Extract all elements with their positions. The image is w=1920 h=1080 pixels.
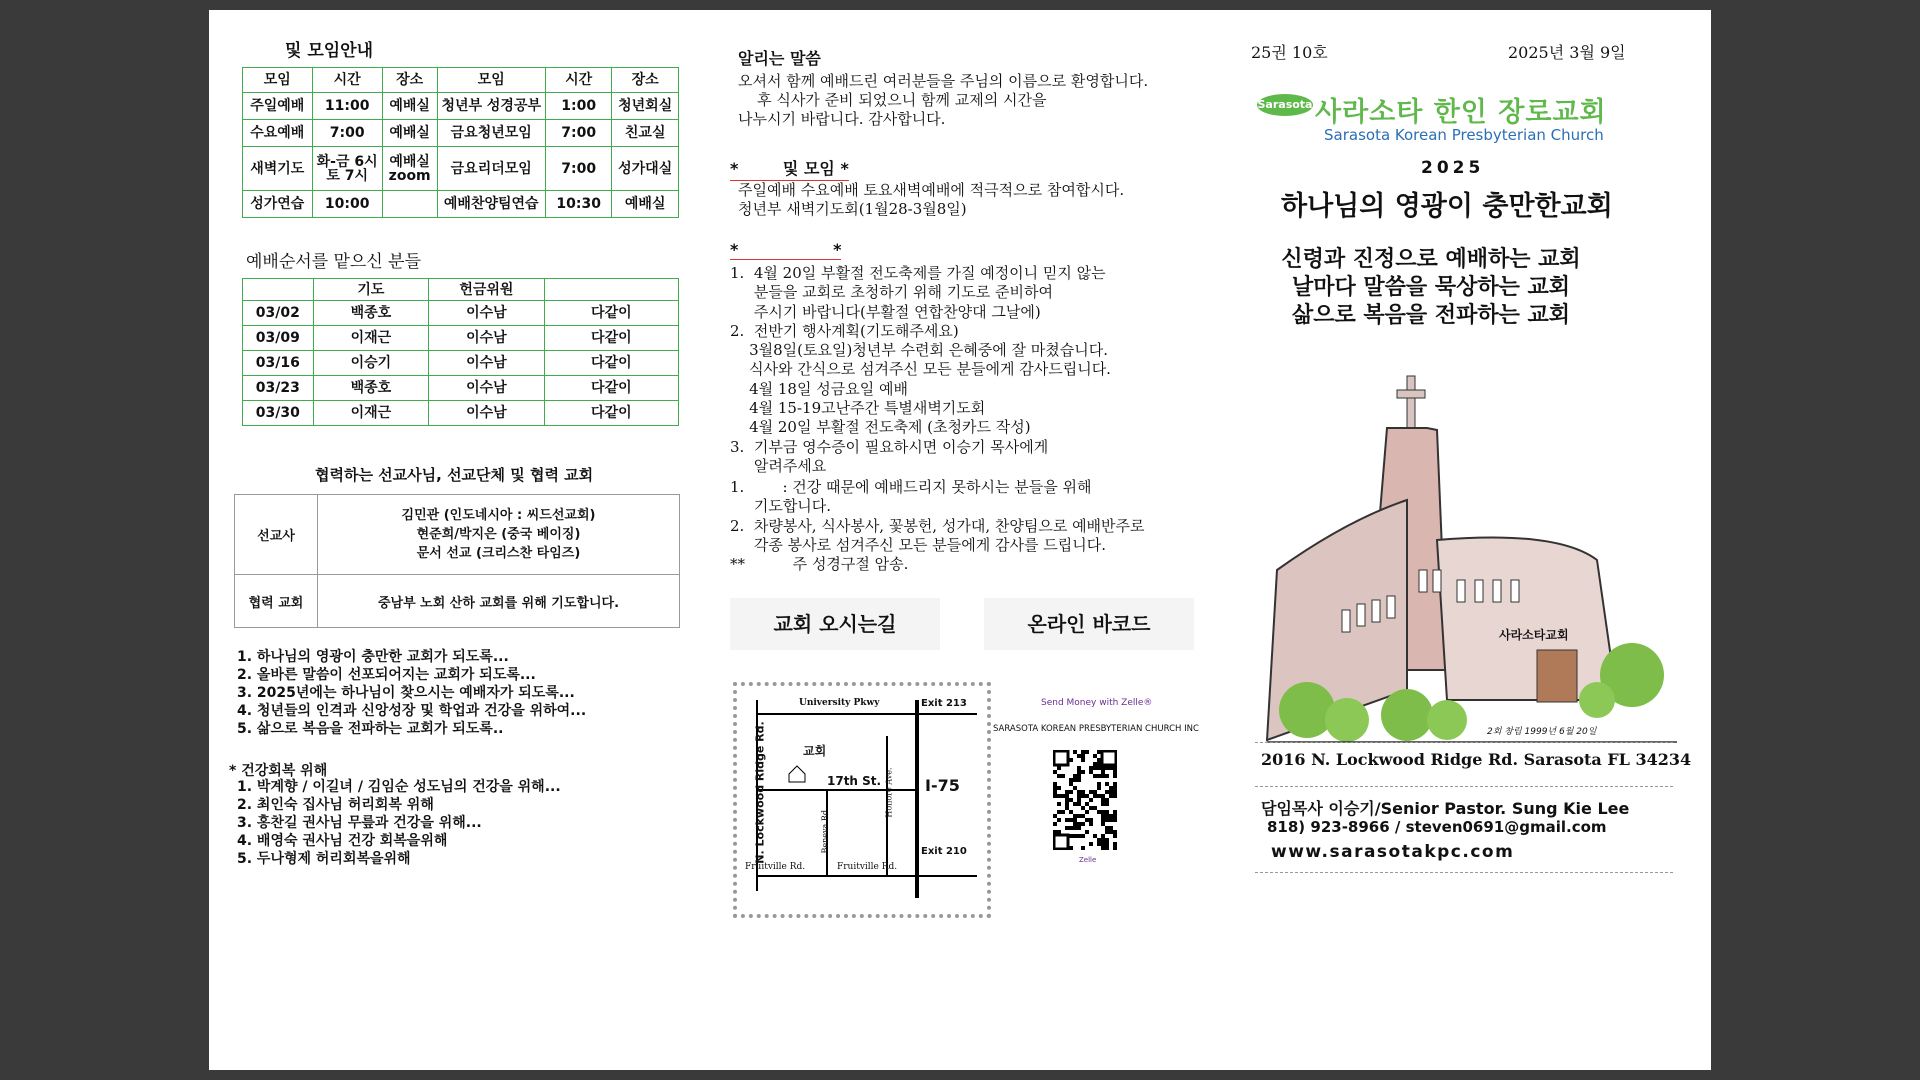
mission-title: 협력하는 선교사님, 선교단체 및 협력 교회 [315,466,594,484]
prayer-list [237,648,586,738]
table-cell: 다같이 [544,351,678,376]
notice-body: 오셔서 함께 예배드린 여러분들을 주님의 이름으로 환영합니다. 후 식사가 준비 되었으니 함께 교제의 시간을 나누시기 바랍니다. 감사합니다. [738,72,1149,128]
table-cell: 백종호 [313,301,429,326]
meetings-table [242,67,679,218]
founded-date: 2회 창립 1999년 6월 20일 [1487,727,1597,737]
table-cell [382,191,437,218]
divider [1255,742,1673,743]
volume-number: 25권 10호 [1251,43,1328,62]
logo-badge: Sarasota [1257,94,1313,116]
table-cell: 10:00 [312,191,382,218]
table-cell: 다같이 [544,376,678,401]
list-item: 2. 올바른 말씀이 선포되어지는 교회가 되도록... [237,667,536,683]
church-building-icon [1257,370,1687,750]
missionary-line: 김민관 (인도네시아 : 씨드선교회) [401,508,596,523]
worship-body: 주일예배 수요예배 토요새벽예배에 적극적으로 참여합시다. 청년부 새벽기도회(1월28-3월8일) [738,181,1125,218]
table-header-cell: 헌금위원 [429,279,545,301]
theme: 하나님의 영광이 충만한교회 [1281,191,1613,222]
table-cell: 화-금 6시 토 7시 [312,147,382,191]
list-item: 4. 배영숙 권사님 건강 회복을위해 [237,833,448,849]
table-cell: 다같이 [544,301,678,326]
table-cell: 예배실 zoom [382,147,437,191]
table-header-cell [544,279,678,301]
motto-line: 삶으로 복음을 전파하는 교회 [1291,303,1570,328]
table-cell: 주일예배 [243,93,313,120]
map-label-exit210: Exit 210 [921,846,967,857]
table-header-cell: 모임 [243,68,313,93]
missionary-label: 선교사 [235,495,318,575]
table-cell: 이승기 [313,351,429,376]
missionary-list [318,495,680,575]
map-label-17th: 17th St. [827,774,882,788]
table-row [243,326,679,351]
table-cell: 이수남 [429,401,545,426]
table-cell: 이수남 [429,301,545,326]
table-cell: 1:00 [545,93,611,120]
table-cell: 이재근 [313,401,429,426]
divider [1255,786,1673,787]
motto-line: 신령과 진정으로 예배하는 교회 [1281,247,1581,272]
contact-info: 818) 923-8966 / steven0691@gmail.com [1267,818,1607,836]
health-title: * 건강회복 위해 [229,763,328,779]
table-cell: 11:00 [312,93,382,120]
qr-code-icon[interactable] [1053,750,1117,850]
table-header-row [243,279,679,301]
table-cell: 03/09 [243,326,314,351]
motto-line: 날마다 말씀을 묵상하는 교회 [1291,275,1570,300]
worship-title: * 및 모임 * [730,156,849,181]
directions-button[interactable]: 교회 오시는길 [730,598,940,650]
table-row [243,376,679,401]
table-header-cell [243,279,314,301]
servers-title: 예배순서를 맡으신 분들 [246,252,422,272]
list-item: 1. 박계향 / 이길녀 / 김임순 성도님의 건강을 위해... [237,779,561,795]
table-cell: 03/30 [243,401,314,426]
map-label-lockwood: N. Lockwood Ridge Rd. [753,721,767,864]
list-item: 3. 홍찬길 권사님 무릎과 건강을 위해... [237,815,482,831]
table-cell: 7:00 [312,120,382,147]
table-header-cell: 시간 [545,68,611,93]
table-cell: 이수남 [429,326,545,351]
table-header-cell: 장소 [382,68,437,93]
table-cell: 성가연습 [243,191,313,218]
map-lines-icon [737,686,987,914]
table-cell: 청년회실 [612,93,679,120]
directions-map [733,682,991,918]
church-name-ko: 사라소타 한인 장로교회 [1315,97,1607,128]
table-cell: 백종호 [313,376,429,401]
table-cell: 03/16 [243,351,314,376]
list-item: 3. 2025년에는 하나님이 찾으시는 예배자가 되도록... [237,685,575,701]
pastor-name: 담임목사 이승기/Senior Pastor. Sung Kie Lee [1261,799,1630,818]
zelle-logo: Zelle [1079,856,1097,864]
map-label-church: 교회 [803,744,827,758]
misc-body: 1. : 건강 때문에 예배드리지 못하시는 분들을 위해 기도합니다. 2. 차량봉사, 식사봉사, 꽃봉헌, 성가대, 찬양팀으로 예배반주로 각종 봉사로 섬겨주신 모든 분들에게 감사를 드립니다. ** 주 성경구절 암송. [730,478,1145,574]
health-list [237,778,561,868]
servers-table [242,278,679,426]
list-item: 2. 최인숙 집사님 허리회복 위해 [237,797,434,813]
table-cell: 다같이 [544,401,678,426]
table-row [243,93,679,120]
meetings-title: 및 모임안내 [285,41,374,61]
table-cell: 예배실 [382,93,437,120]
year: 2025 [1421,158,1485,178]
table-header-cell: 시간 [312,68,382,93]
list-item: 4. 청년들의 인격과 신앙성장 및 학업과 건강을 위하여... [237,703,587,719]
table-cell: 예배찬양팀연습 [437,191,545,218]
table-cell: 예배실 [382,120,437,147]
table-cell: 다같이 [544,326,678,351]
table-header-row [243,68,679,93]
building-sign: 사라소타교회 [1499,628,1569,642]
map-label-univ: University Pkwy [799,698,880,708]
table-cell: 성가대실 [612,147,679,191]
divider [1255,872,1673,873]
table-header-cell: 모임 [437,68,545,93]
list-item: 5. 삶으로 복음을 전파하는 교회가 되도록.. [237,721,504,737]
table-row [243,401,679,426]
table-row [243,120,679,147]
missionary-line: 문서 선교 (크리스찬 타임즈) [416,546,581,561]
map-label-i75: I-75 [925,776,960,795]
church-address: 2016 N. Lockwood Ridge Rd. Sarasota FL 34234 [1261,750,1692,769]
table-cell: 수요예배 [243,120,313,147]
zelle-title: Send Money with Zelle® [1041,698,1153,708]
events-title: * * [730,240,842,259]
table-cell: 03/23 [243,376,314,401]
map-label-beneva: Beneva Rd. [820,807,830,854]
table-cell: 7:00 [545,147,611,191]
table-row [243,301,679,326]
partner-label: 협력 교회 [235,575,318,628]
church-name-en: Sarasota Korean Presbyterian Church [1324,126,1604,144]
website-link[interactable]: www.sarasotakpc.com [1271,842,1515,862]
bulletin-page [209,10,1711,1070]
table-cell: 03/02 [243,301,314,326]
table-cell: 이재근 [313,326,429,351]
partner-text: 중남부 노회 산하 교회를 위해 기도합니다. [318,575,680,628]
map-label-fruitville-left: Fruitville Rd. [745,862,806,872]
table-cell: 청년부 성경공부 [437,93,545,120]
table-cell: 금요청년모임 [437,120,545,147]
zelle-name: SARASOTA KOREAN PRESBYTERIAN CHURCH INC [993,724,1199,734]
missionary-line: 현준희/박지은 (중국 베이징) [416,527,581,542]
table-cell: 예배실 [612,191,679,218]
list-item: 1. 하나님의 영광이 충만한 교회가 되도록... [237,649,509,665]
table-cell: 이수남 [429,376,545,401]
table-cell: 금요리더모임 [437,147,545,191]
list-item: 5. 두나형제 허리회복을위해 [237,851,411,867]
events-body: 1. 4월 20일 부활절 전도축제를 가질 예정이니 믿지 않는 분들을 교회로 초청하기 위해 기도로 준비하여 주시기 바랍니다(부활절 연합찬양대 그날에) 2. 전반기 행사계획(기도해주세요) 3월8일(토요일)청년부 수련회 은혜중에 잘 마쳤습니다. 식사와 간식으로 섬겨주신 모든 분들에게 감사드립니다. 4월 18일 성금요일 예배 4월 15-19고난주간 특별새벽기도회 4월 20일 부활절 전도축제 (초청카드 작성) 3. 기부금 영수증이 필요하시면 이승기 목사에게 알려주세요 [730,264,1111,475]
bulletin-date: 2025년 3월 9일 [1508,43,1626,62]
notice-title: 알리는 말씀 [738,49,821,68]
map-label-exit213: Exit 213 [921,698,967,709]
barcode-button[interactable]: 온라인 바코드 [984,598,1194,650]
table-header-cell: 기도 [313,279,429,301]
table-cell: 친교실 [612,120,679,147]
table-row [243,351,679,376]
mission-table [234,494,680,628]
map-label-honore: Honore Ave. [884,767,894,818]
table-row [243,191,679,218]
table-cell: 7:00 [545,120,611,147]
map-label-fruitville-right: Fruitville Rd. [837,862,898,872]
table-header-cell: 장소 [612,68,679,93]
table-row [243,147,679,191]
table-cell: 이수남 [429,351,545,376]
table-cell: 10:30 [545,191,611,218]
table-cell: 새벽기도 [243,147,313,191]
mottos [1281,246,1581,330]
